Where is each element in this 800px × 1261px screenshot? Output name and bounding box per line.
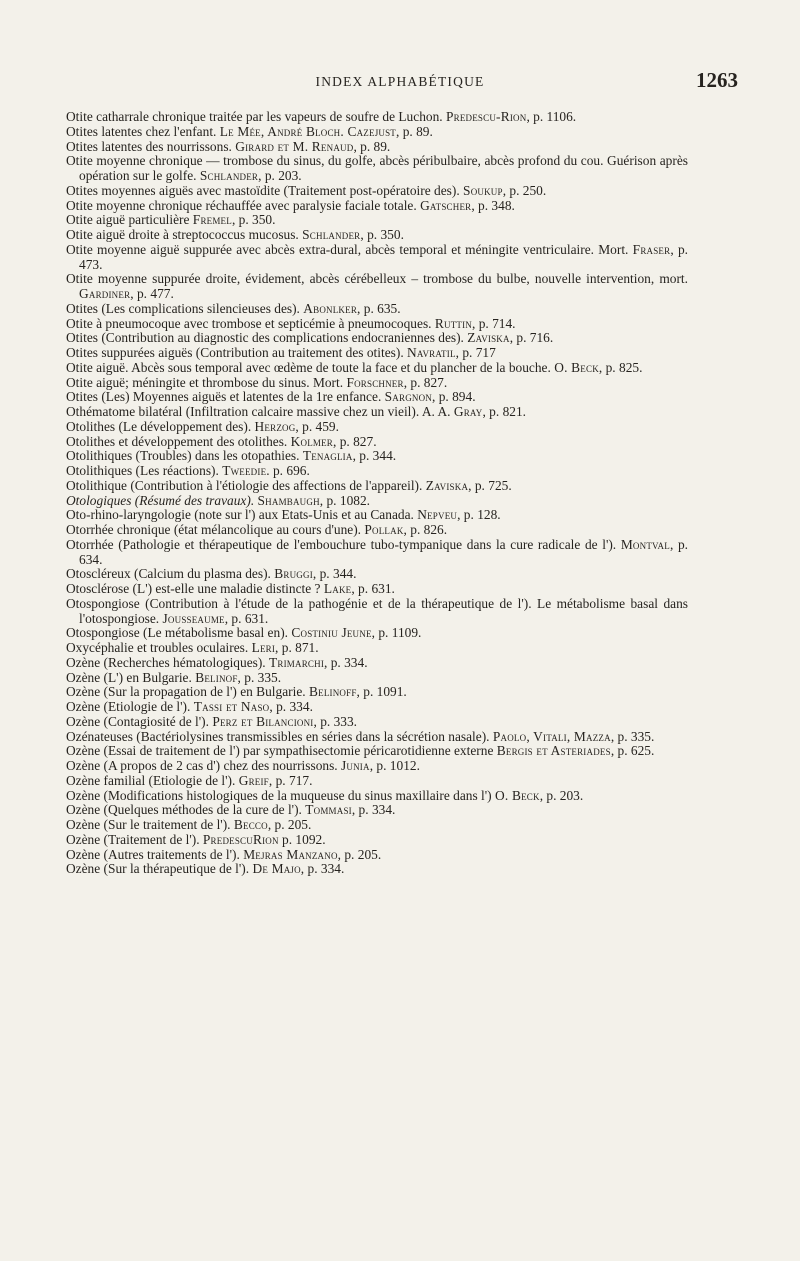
index-entry: [66, 331, 688, 346]
entry-text: Otorrhée chronique (état mélancolique au cours d'une).: [66, 522, 362, 537]
entry-page-ref: , p. 128.: [457, 507, 501, 523]
entry-text: Oto-rhino-laryngologie (note sur l') aux Etats-Unis et au Canada.: [66, 507, 414, 523]
index-entry: [66, 774, 688, 789]
entry-author: Montval: [620, 536, 670, 552]
index-entry: [66, 140, 688, 155]
entry-page-ref: , p. 871.: [275, 640, 319, 655]
entry-page-ref: , p. 205.: [337, 846, 382, 862]
index-entry: [66, 154, 688, 184]
entry-text: Otites (Contribution au diagnostic des complications endocraniennes des).: [66, 330, 464, 346]
entry-author: Abonlker: [303, 300, 358, 316]
index-entry: [66, 272, 688, 302]
entry-author: Tassi et Naso: [193, 699, 270, 714]
entry-text: Otite aiguë droite à streptococcus mucosus.: [66, 227, 299, 242]
entry-text: Otologiques (Résumé des travaux).: [66, 492, 255, 508]
entry-page-ref: , p. 459.: [295, 418, 339, 434]
entry-page-ref: , p. 894.: [432, 389, 476, 405]
entry-author: Fraser: [632, 241, 671, 257]
entry-text: Otites latentes chez l'enfant.: [66, 123, 217, 139]
index-entry: [66, 184, 688, 199]
entry-author: Kolmer: [290, 433, 334, 449]
entry-author: Trimarchi: [269, 654, 325, 670]
entry-author: Predescu-Rion: [445, 109, 527, 124]
entry-page-ref: , p. 625.: [610, 743, 655, 759]
entry-text: Otites moyennes aiguës avec mastoïdite (Traitement post-opératoire des).: [66, 182, 460, 198]
entry-author: Perz et Bilancioni: [212, 713, 314, 729]
index-entry: [66, 435, 688, 450]
entry-author: Mejras Manzano: [243, 846, 338, 862]
entry-text: Otite moyenne suppurée droite, évidement, abcès cérébelleux – trombose du bulbe, nouvelle intervention, mort.: [66, 271, 688, 287]
index-entries: [66, 110, 688, 877]
entry-page-ref: , p. 714.: [472, 315, 516, 331]
index-entry: [66, 582, 688, 597]
entry-author: Nepveu: [417, 507, 458, 523]
entry-page-ref: , p. 631.: [351, 581, 395, 596]
index-entry: [66, 125, 688, 140]
index-entry: [66, 626, 688, 641]
index-entry: [66, 641, 688, 656]
entry-page-ref: , p. 1082.: [319, 492, 370, 508]
index-entry: [66, 523, 688, 538]
index-entry: [66, 213, 688, 228]
entry-text: Ozène (Modifications histologiques de la muqueuse du sinus maxillaire dans l'): [66, 787, 492, 803]
index-entry: [66, 597, 688, 627]
entry-text: Ozène (Autres traitements de l').: [66, 846, 240, 862]
entry-author: Schlander: [199, 168, 259, 183]
entry-text: Otite à pneumocoque avec trombose et septicémie à pneumocoques.: [66, 315, 432, 331]
index-entry: [66, 848, 688, 863]
index-entry: [66, 789, 688, 804]
entry-text: Otite moyenne aiguë suppurée avec abcès extra-dural, abcès temporal et méningite ventriculaire. Mort.: [66, 241, 629, 257]
entry-page-ref: , p. 333.: [313, 713, 358, 729]
index-entry: [66, 508, 688, 523]
entry-author: Belinof: [195, 669, 238, 685]
entry-page-ref: , p. 825.: [598, 359, 643, 375]
entry-text: Ozène (Quelques méthodes de la cure de l').: [66, 802, 302, 818]
entry-author: Paolo, Vitali, Mazza: [492, 728, 611, 744]
entry-page-ref: , p. 725.: [468, 477, 512, 493]
index-entry: [66, 302, 688, 317]
entry-author: PredescuRion: [202, 831, 279, 847]
index-entry: [66, 656, 688, 671]
entry-text: Ozène (Recherches hématologiques).: [66, 654, 266, 670]
entry-text: Otites (Les complications silencieuses des).: [66, 300, 300, 316]
entry-page-ref: , p. 205.: [267, 817, 312, 832]
entry-author: Fremel: [192, 212, 232, 228]
entry-author: Gray: [453, 404, 483, 419]
entry-page-ref: , p. 477.: [130, 286, 174, 301]
entry-author: Tweedie: [222, 463, 267, 478]
entry-text: Otolithiques (Les réactions).: [66, 463, 219, 478]
entry-page-ref: , p. 473.: [79, 241, 688, 272]
index-entry: [66, 862, 688, 877]
entry-page-ref: , p. 821.: [482, 404, 527, 419]
entry-author: Ruttin: [434, 315, 472, 331]
entry-text: Otite moyenne chronique réchauffée avec paralysie faciale totale.: [66, 197, 417, 213]
entry-author: Gatscher: [420, 197, 472, 213]
index-entry: [66, 730, 688, 745]
entry-text: Ozène (Sur la thérapeutique de l').: [66, 861, 250, 877]
entry-page-ref: , p. 334.: [324, 654, 368, 670]
entry-page-ref: , p. 1012.: [369, 758, 420, 773]
index-entry: [66, 833, 688, 848]
entry-page-ref: , p. 334.: [351, 802, 396, 818]
entry-page-ref: , p. 334.: [300, 861, 345, 877]
entry-author: Tenaglia: [302, 448, 353, 464]
index-entry: [66, 390, 688, 405]
index-entry: [66, 567, 688, 582]
entry-page-ref: , p. 203.: [539, 787, 584, 803]
entry-author: Gardiner: [79, 286, 131, 301]
entry-author: Shambaugh: [257, 492, 320, 508]
entry-page-ref: , p. 335.: [610, 728, 655, 744]
entry-page-ref: , p. 717: [455, 345, 496, 360]
running-title: INDEX ALPHABÉTIQUE: [315, 74, 485, 89]
index-entry: [66, 671, 688, 686]
entry-author: Herzog: [254, 418, 296, 434]
entry-page-ref: , p. 1106.: [526, 109, 577, 124]
entry-author: O. Beck: [494, 787, 540, 803]
page-header: [62, 64, 738, 94]
entry-text: Ozène (Sur le traitement de l').: [66, 817, 231, 832]
entry-page-ref: , p. 89.: [353, 138, 391, 154]
entry-page-ref: , p. 1091.: [356, 684, 407, 700]
index-entry: [66, 818, 688, 833]
entry-author: Le Mée, André Bloch. Cazejust: [219, 123, 397, 139]
entry-author: Junia: [341, 758, 370, 773]
index-entry: [66, 759, 688, 774]
index-entry: [66, 715, 688, 730]
index-entry: [66, 685, 688, 700]
entry-author: Jousseaume: [162, 610, 225, 626]
entry-text: Otolithes (Le développement des).: [66, 418, 252, 434]
entry-text: Ozène (Sur la propagation de l') en Bulgarie.: [66, 684, 306, 700]
entry-page-ref: , p. 717.: [268, 772, 313, 788]
entry-text: Otosclérose (L') est-elle une maladie distincte ?: [66, 581, 321, 596]
entry-text: Otite aiguë particulière: [66, 212, 190, 228]
entry-author: Belinoff: [309, 684, 357, 700]
index-entry: [66, 228, 688, 243]
index-entry: [66, 803, 688, 818]
entry-author: Zaviska: [467, 330, 510, 346]
index-entry: [66, 744, 688, 759]
entry-page-ref: , p. 203.: [258, 168, 302, 183]
entry-author: Girard et M. Renaud: [235, 138, 354, 154]
entry-author: Navratil: [407, 345, 456, 360]
entry-page-ref: , p. 1109.: [371, 625, 422, 641]
index-entry: [66, 449, 688, 464]
entry-text: Otolithes et développement des otolithes.: [66, 433, 288, 449]
entry-text: Otoscléreux (Calcium du plasma des).: [66, 566, 271, 582]
entry-page-ref: , p. 631.: [224, 610, 269, 626]
entry-text: Ozène (Traitement de l').: [66, 831, 200, 847]
entry-author: De Majo: [252, 861, 301, 877]
entry-author: Sargnon: [384, 389, 433, 405]
entry-text: Otites (Les) Moyennes aiguës et latentes de la 1re enfance.: [66, 389, 382, 405]
entry-text: Otite moyenne chronique — trombose du sinus, du golfe, abcès péribulbaire, abcès profond du cou. Guérison après opération sur le golfe.: [66, 153, 688, 183]
entry-text: Otites latentes des nourrissons.: [66, 138, 232, 154]
index-entry: [66, 110, 688, 125]
entry-page-ref: , p. 89.: [396, 123, 433, 139]
entry-author: Bruggi: [274, 566, 313, 582]
entry-page-ref: . p. 696.: [266, 463, 310, 478]
entry-text: Ozénateuses (Bactériolysines transmissibles en séries dans la sécrétion nasale).: [66, 728, 490, 744]
entry-text: Otites suppurées aiguës (Contribution au traitement des otites).: [66, 345, 404, 360]
entry-author: Pollak: [364, 522, 404, 537]
entry-text: Otolithique (Contribution à l'étiologie des affections de l'appareil).: [66, 477, 423, 493]
index-entry: [66, 479, 688, 494]
entry-page-ref: , p. 634.: [79, 536, 688, 567]
entry-page-ref: , p. 334.: [269, 699, 313, 714]
index-entry: [66, 464, 688, 479]
entry-text: Otospongiose (Contribution à l'étude de la pathogénie et de la thérapeutique de l'). Le métabolisme basal dans l'otospongiose.: [66, 595, 688, 626]
entry-text: Othématome bilatéral (Infiltration calcaire massive chez un vieil). A. A.: [66, 404, 451, 419]
entry-author: Greif: [238, 772, 269, 788]
entry-author: Lake: [323, 581, 352, 596]
index-entry: [66, 317, 688, 332]
entry-page-ref: , p. 716.: [509, 330, 554, 346]
index-entry: [66, 199, 688, 214]
page-number: 1263: [696, 68, 738, 92]
entry-text: Otite catharrale chronique traitée par les vapeurs de soufre de Luchon.: [66, 109, 443, 124]
entry-author: Bergis et Asteriades: [496, 743, 611, 759]
entry-text: Ozène (Etiologie de l').: [66, 699, 191, 714]
index-entry: [66, 361, 688, 376]
entry-text: Ozène (Contagiosité de l').: [66, 713, 209, 729]
entry-author: Leri: [251, 640, 276, 655]
index-entry: [66, 538, 688, 568]
entry-author: Costiniu Jeune: [291, 625, 372, 641]
entry-text: Otospongiose (Le métabolisme basal en).: [66, 625, 289, 641]
entry-text: Ozène (A propos de 2 cas d') chez des nourrissons.: [66, 758, 338, 773]
entry-text: Otorrhée (Pathologie et thérapeutique de l'embouchure tubo-tympanique dans la cure radicale de l').: [66, 536, 617, 552]
entry-text: Ozène familial (Etiologie de l').: [66, 772, 236, 788]
index-entry: [66, 405, 688, 420]
entry-text: Oxycéphalie et troubles oculaires.: [66, 640, 249, 655]
entry-page-ref: , p. 335.: [237, 669, 282, 685]
index-entry: [66, 243, 688, 273]
entry-page-ref: p. 1092.: [278, 831, 326, 847]
entry-text: Otite aiguë. Abcès sous temporal avec œdème de toute la face et du plancher de la bouche.: [66, 359, 551, 375]
entry-text: Otolithiques (Troubles) dans les otopathies.: [66, 448, 300, 464]
entry-author: Becco: [233, 817, 268, 832]
entry-author: Forschner: [346, 374, 404, 390]
index-entry: [66, 494, 688, 509]
entry-author: Zaviska: [425, 477, 469, 493]
entry-page-ref: , p. 827.: [333, 433, 377, 449]
entry-page-ref: , p. 826.: [403, 522, 448, 537]
entry-page-ref: , p. 344.: [312, 566, 357, 582]
index-entry: [66, 376, 688, 391]
entry-author: Soukup: [463, 182, 503, 198]
index-entry: [66, 700, 688, 715]
entry-page-ref: , p. 635.: [357, 300, 401, 316]
entry-author: Tommasi: [305, 802, 352, 818]
index-entry: [66, 346, 688, 361]
entry-author: Schlander: [302, 227, 361, 242]
entry-page-ref: , p. 344.: [352, 448, 397, 464]
entry-page-ref: , p. 827.: [403, 374, 448, 390]
entry-page-ref: , p. 350.: [360, 227, 404, 242]
entry-page-ref: , p. 348.: [471, 197, 515, 213]
entry-page-ref: , p. 350.: [231, 212, 276, 228]
entry-text: Ozène (L') en Bulgarie.: [66, 669, 192, 685]
entry-page-ref: , p. 250.: [502, 182, 547, 198]
entry-text: Ozène (Essai de traitement de l') par sympathisectomie péricarotidienne externe: [66, 743, 494, 759]
entry-text: Otite aiguë; méningite et thrombose du sinus. Mort.: [66, 374, 344, 390]
index-entry: [66, 420, 688, 435]
entry-author: O. Beck: [554, 359, 599, 375]
